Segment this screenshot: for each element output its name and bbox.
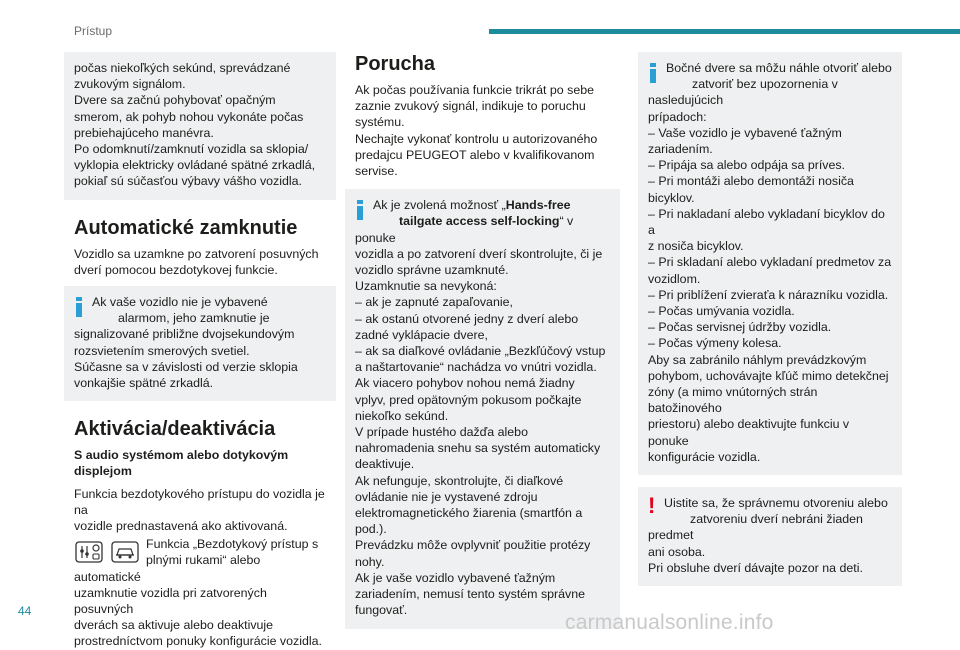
activation-feature-text: Funkcia „Bezdotykový prístup s plnými rukami“ alebo automatické uzamknutie vozidla pri zatvorených posuvných dverách sa aktivuje alebo deaktivuje prostredníctvom ponuky konfigurácie vozidla.: [74, 537, 322, 649]
info-alarm-text: Ak vaše vozidlo nie je vybavené alarmom, jeho zamknutie je signalizované približne dvojsekundovým rozsvietením smerových svetiel. Súčasne sa v závislosti od verzie sklopia vonkajšie spätné zrkadlá.: [74, 295, 298, 391]
header-accent-bar: [489, 29, 960, 34]
auto-lock-title: Automatické zamknutie: [74, 216, 298, 239]
continuation-box: [64, 52, 336, 200]
activation-title: Aktivácia/deaktivácia: [74, 418, 276, 441]
column-1: [64, 52, 336, 650]
auto-lock-text: Vozidlo sa uzamkne po zatvorení posuvných dverí pomocou bezdotykovej funkcie.: [74, 246, 319, 277]
info-icon: [76, 297, 82, 317]
car-icon: [110, 536, 140, 566]
info-box-alarm: [64, 286, 336, 401]
info-side-doors-text: Bočné dvere sa môžu náhle otvoriť alebo zatvoriť bez upozornenia v nasledujúcich prípadoch: – Vaše vozidlo je vybavené ťažným zariadením. – Pripája sa alebo odpája sa príves. – Pri montáži alebo demontáži nosiča bicyklov. – Pri nakladaní alebo vykladaní bicyklov do a z nosiča bicyklov. – Pri skladaní alebo vykladaní predmetov za vozidlom. – Pri priblížení zvieraťa k nárazníku vozidla. – Počas umývania vozidla. – Počas servisnej údržby vozidla. – Počas výmeny kolesa. Aby sa zabránilo náhlym prevádzkovým pohybom, uchovávajte kľúč mimo detekčnej zóny (a mimo vnútorných strán batožinového priestoru) alebo deaktivujte funkciu v ponuke konfigurácie vozidla.: [648, 61, 892, 464]
info-box-side-doors: [638, 52, 902, 475]
page-number: 44: [18, 604, 32, 618]
activation-text: Funkcia bezdotykového prístupu do vozidla je na vozidle prednastavená ako aktivovaná.: [74, 486, 325, 534]
info-icon: [357, 200, 363, 220]
info-icon: [650, 63, 656, 83]
info-self-locking-text: Ak je zvolená možnosť „Hands-free tailgate access self-locking“ v ponuke vozidla a po zatvorení dverí skontrolujte, či je vozidlo správne uzamknuté. Uzamknutie sa nevykoná: – ak je zapnuté zapaľovanie, – ak ostanú otvorené jedny z dverí alebo zadné vyklápacie dvere, – ak sa diaľkové ovládanie „Bezkľúčový vstup a naštartovanie“ nachádza vo vnútri vozidla. Ak viacero pohybov nohou nemá žiadny vplyv, pred opätovným pokusom počkajte niekoľko sekúnd. V prípade hustého dažďa alebo nahromadenia snehu sa systém automaticky deaktivuje. Ak nefunguje, skontrolujte, či diaľkové ovládanie nie je vystavené zdroju elektromagnetického žiarenia (smartfón a pod.). Prevádzku môže ovplyvniť použitie protézy nohy. Ak je vaše vozidlo vybavené ťažným zariadením, nemusí tento systém správne fungovať.: [355, 198, 606, 618]
column-3: [638, 52, 902, 586]
settings-car-icon: [74, 536, 104, 566]
failure-title: Porucha: [355, 53, 436, 75]
watermark: carmanualsonline.info: [565, 611, 774, 634]
activation-subtitle: S audio systémom alebo dotykovým displejom: [74, 448, 289, 479]
warning-box: [638, 487, 902, 586]
warning-exclamation-icon: !: [648, 493, 656, 519]
warning-text: Uistite sa, že správnemu otvoreniu alebo zatvoreniu dverí nebráni žiaden predmet ani osoba. Pri obsluhe dverí dávajte pozor na deti.: [648, 496, 888, 575]
section-header: Prístup: [74, 24, 113, 38]
feature-icons: [74, 536, 140, 566]
info-box-self-locking: [345, 189, 620, 628]
box1-text: počas niekoľkých sekúnd, sprevádzané zvukovým signálom. Dvere sa začnú pohybovať opačným smerom, ak pohyb nohou vykonáte počas prebiehajúceho manévra. Po odomknutí/zamknutí vozidla sa sklopia/ vyklopia elektricky ovládané spätné zrkadlá, pokiaľ sú súčasťou výbavy vášho vozidla.: [74, 61, 316, 189]
column-2: [345, 52, 620, 629]
failure-text: Ak počas používania funkcie trikrát po sebe zaznie zvukový signál, indikuje to poruchu systému. Nechajte vykonať kontrolu u autorizovaného predajcu PEUGEOT alebo v kvalifikovanom servise.: [355, 83, 598, 179]
